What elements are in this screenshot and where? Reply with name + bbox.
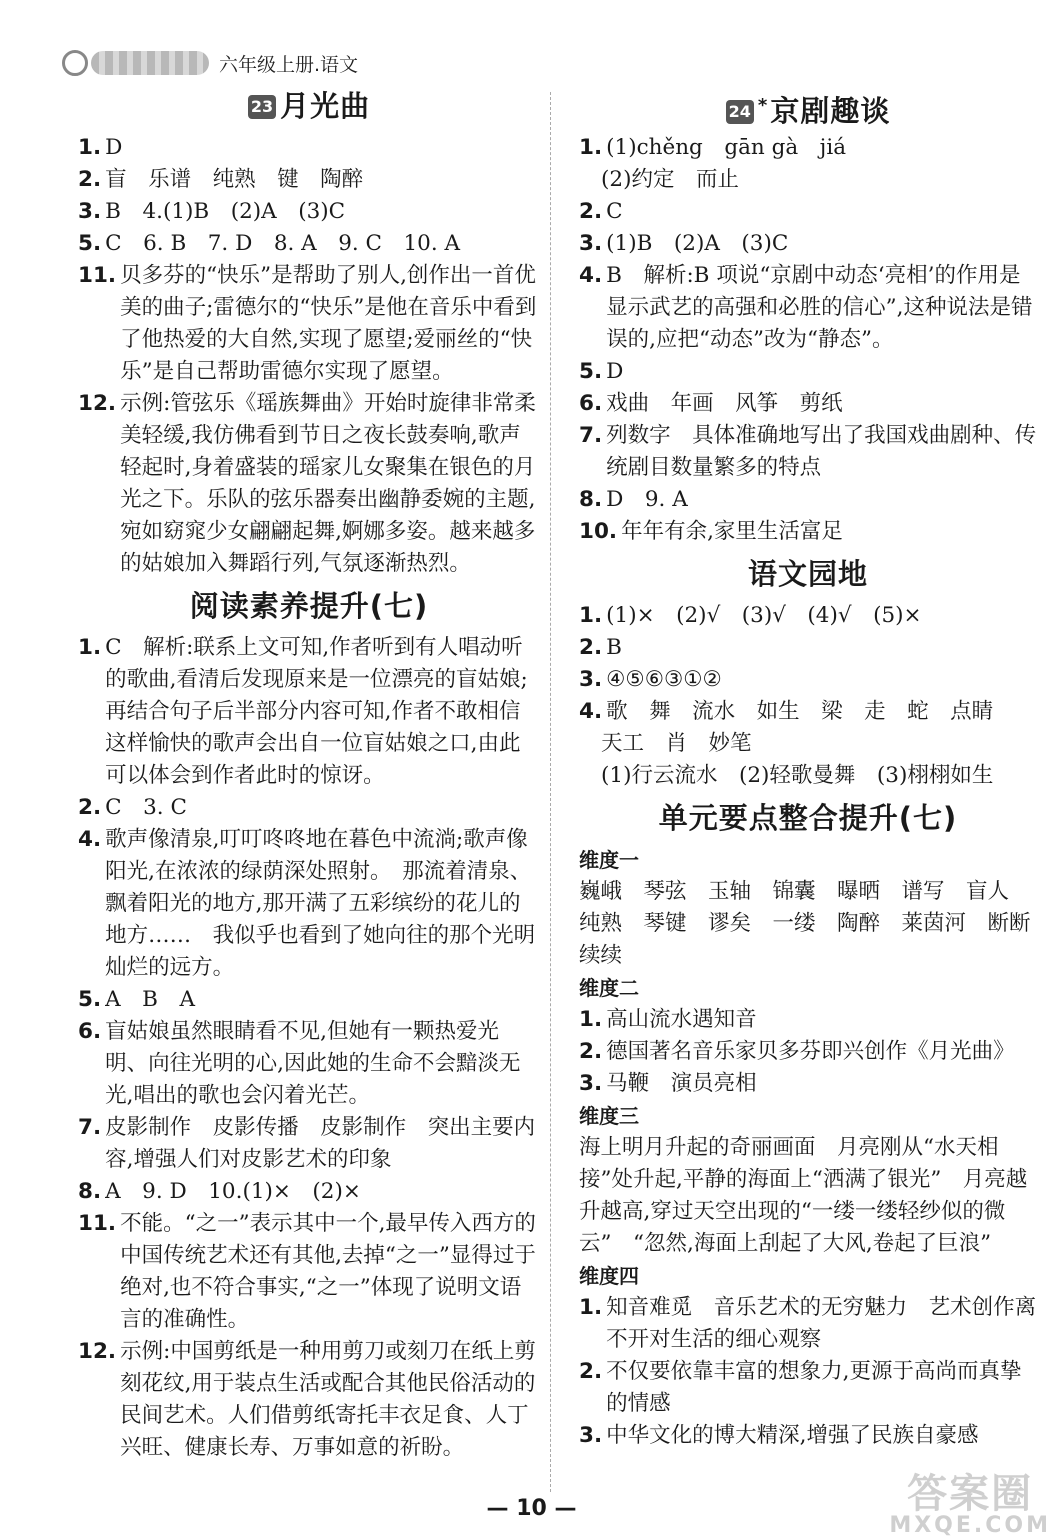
answer-item <box>78 1016 540 1112</box>
answer-item <box>579 228 1037 260</box>
answer-item <box>78 1112 540 1176</box>
answer-text: ④⑤⑥③①② <box>606 667 722 692</box>
answer-number: 3. <box>579 1071 603 1096</box>
section-title-text: 月光曲 <box>280 89 371 123</box>
answer-item <box>579 632 1037 664</box>
answer-text: 戏曲 年画 风筝 剪纸 <box>606 391 843 416</box>
answer-text: B 解析:B 项说“京剧中动态‘亮相’的作用是显示武艺的高强和必胜的信心”,这种说法是错误的,应把“动态”改为“静态”。 <box>606 263 1033 352</box>
answer-text: C 解析:联系上文可知,作者听到有人唱动听的歌曲,看清后发现原来是一位漂亮的盲姑娘;再结合句子后半部分内容可知,作者不敢相信这样愉快的歌声会出自一位盲姑娘之口,由此可以体会到作者此时的惊讶。 <box>105 635 528 788</box>
lesson-number-badge: 24 <box>726 100 754 124</box>
answer-item <box>579 600 1037 632</box>
answer-number: 4. <box>78 827 102 852</box>
answer-number: 12. <box>78 1339 117 1364</box>
logo-graphic <box>91 51 209 75</box>
answer-text: 德国著名音乐家贝多芬即兴创作《月光曲》 <box>606 1039 1015 1064</box>
section-title <box>579 548 1037 600</box>
answer-text: 中华文化的博大精深,增强了民族自豪感 <box>606 1423 979 1448</box>
answer-text: D <box>105 135 123 160</box>
answer-item <box>78 196 540 228</box>
answer-text: 贝多芬的“快乐”是帮助了别人,创作出一首优美的曲子;雷德尔的“快乐”是他在音乐中看到了他热爱的大自然,实现了愿望;爱丽丝的“快乐”是自己帮助雷德尔实现了愿望。 <box>120 263 537 384</box>
answer-item <box>78 792 540 824</box>
watermark-url: MXQE.COM <box>889 1513 1051 1538</box>
watermark <box>889 1462 1051 1538</box>
answer-text: 盲姑娘虽然眼睛看不见,但她有一颗热爱光明、向往光明的心,因此她的生命不会黯淡无光,唱出的歌也会闪着光芒。 <box>105 1019 521 1108</box>
page-header <box>62 46 358 80</box>
answer-item <box>579 1068 1037 1100</box>
answer-item <box>78 984 540 1016</box>
answer-number: 2. <box>579 1359 603 1384</box>
answer-number: 8. <box>579 487 603 512</box>
section-title <box>579 792 1037 844</box>
answer-item <box>78 824 540 984</box>
answer-item <box>78 1208 540 1336</box>
answer-text: 盲 乐谱 纯熟 键 陶醉 <box>105 167 364 192</box>
answer-number: 4. <box>579 263 603 288</box>
answer-item <box>579 760 1037 792</box>
answer-text: 知音难觅 音乐艺术的无穷魅力 艺术创作离不开对生活的细心观察 <box>606 1295 1037 1352</box>
answer-text: (1)B (2)A (3)C <box>606 231 789 256</box>
right-column <box>579 80 1037 1452</box>
answer-text: 示例:管弦乐《瑶族舞曲》开始时旋律非常柔美轻缓,我仿佛看到节日之夜长鼓奏响,歌声轻起时,身着盛装的瑶家儿女聚集在银色的月光之下。乐队的弦乐器奏出幽静委婉的主题,宛如窈窕少女翩翩起舞,婀娜多姿。越来越多的姑娘加入舞蹈行列,气氛逐渐热烈。 <box>120 391 536 576</box>
answer-item <box>579 876 1037 972</box>
answer-number: 7. <box>78 1115 102 1140</box>
answer-item <box>579 132 1037 164</box>
answer-text: 歌 舞 流水 如生 梁 走 蛇 点睛 <box>606 699 994 724</box>
answer-number: 3. <box>78 199 102 224</box>
answer-item <box>579 1004 1037 1036</box>
answer-item <box>579 1132 1037 1260</box>
answer-number: 1. <box>579 1007 603 1032</box>
answer-number: 3. <box>579 1423 603 1448</box>
answer-number: 10. <box>579 519 618 544</box>
logo-circle-icon <box>62 50 88 76</box>
left-column <box>78 80 540 1464</box>
answer-text: 天工 肖 妙笔 <box>601 731 752 756</box>
section-title-text: 阅读素养提升(七) <box>189 589 429 623</box>
answer-text: 歌声像清泉,叮叮咚咚地在暮色中流淌;歌声像阳光,在浓浓的绿荫深处照射。 那流着清泉、飘着阳光的地方,那开满了五彩缤纷的花儿的地方…… 我似乎也看到了她向往的那个光明灿烂的远方。 <box>105 827 536 980</box>
answer-item <box>579 164 1037 196</box>
answer-number: 1. <box>579 603 603 628</box>
answer-number: 3. <box>579 667 603 692</box>
answer-item <box>579 356 1037 388</box>
answer-number: 2. <box>78 167 102 192</box>
answer-number: 2. <box>579 1039 603 1064</box>
dimension-heading: 维度一 <box>579 848 639 872</box>
answer-text: 示例:中国剪纸是一种用剪刀或刻刀在纸上剪刻花纹,用于装点生活或配合其他民俗活动的民间艺术。人们借剪纸寄托丰衣足食、人丁兴旺、健康长寿、万事如意的祈盼。 <box>120 1339 536 1460</box>
answer-text: 年年有余,家里生活富足 <box>621 519 843 544</box>
optional-lesson-star-icon: * <box>757 95 769 116</box>
answer-number: 3. <box>579 231 603 256</box>
dimension-heading: 维度三 <box>579 1104 639 1128</box>
answer-number: 5. <box>78 231 102 256</box>
answer-item <box>78 132 540 164</box>
answer-text: 列数字 具体准确地写出了我国戏曲剧种、传统剧目数量繁多的特点 <box>606 423 1037 480</box>
section-title-text: 语文园地 <box>747 557 868 591</box>
answer-text: 高山流水遇知音 <box>606 1007 757 1032</box>
answer-text: D 9. A <box>606 487 688 512</box>
answer-number: 1. <box>579 135 603 160</box>
answer-text: (1)行云流水 (2)轻歌曼舞 (3)栩栩如生 <box>601 763 994 788</box>
dimension-heading: 维度四 <box>579 1264 639 1288</box>
section-title-text: 京剧趣谈 <box>770 94 891 128</box>
answer-item <box>579 664 1037 696</box>
answer-text: D <box>606 359 624 384</box>
answer-item <box>579 388 1037 420</box>
answer-item <box>579 696 1037 728</box>
answer-item <box>579 420 1037 484</box>
answer-number: 6. <box>78 1019 102 1044</box>
answer-item <box>579 1036 1037 1068</box>
answer-item <box>579 728 1037 760</box>
answer-number: 12. <box>78 391 117 416</box>
answer-text: (1)× (2)√ (3)√ (4)√ (5)× <box>606 603 922 628</box>
answer-text: A 9. D 10.(1)× (2)× <box>105 1179 361 1204</box>
answer-number: 11. <box>78 1211 117 1236</box>
answer-number: 1. <box>579 1295 603 1320</box>
answer-number: 1. <box>78 635 102 660</box>
dimension-heading: 维度二 <box>579 976 639 1000</box>
answer-number: 6. <box>579 391 603 416</box>
answer-text: B <box>606 635 622 660</box>
answer-text: C 3. C <box>105 795 187 820</box>
answer-text: (2)约定 而止 <box>601 167 739 192</box>
answer-item <box>78 228 540 260</box>
answer-text: 海上明月升起的奇丽画面 月亮刚从“水天相接”处升起,平静的海面上“洒满了银光” 月亮越升越高,穿过天空出现的“一缕一缕轻纱似的微云” “忽然,海面上刮起了大风,卷起了巨浪” <box>579 1135 1028 1256</box>
answer-number: 11. <box>78 263 117 288</box>
answer-number: 7. <box>579 423 603 448</box>
answer-text: B 4.(1)B (2)A (3)C <box>105 199 346 224</box>
answer-text: C <box>606 199 623 224</box>
answer-item <box>579 196 1037 228</box>
answer-number: 2. <box>579 635 603 660</box>
answer-text: A B A <box>105 987 195 1012</box>
answer-item <box>579 260 1037 356</box>
answer-text: (1)chěng gān gà jiá <box>606 135 847 160</box>
answer-item <box>78 388 540 580</box>
answer-text: 皮影制作 皮影传播 皮影制作 突出主要内容,增强人们对皮影艺术的印象 <box>105 1115 536 1172</box>
answer-number: 5. <box>579 359 603 384</box>
answer-number: 2. <box>579 199 603 224</box>
page-number: — 10 — <box>486 1496 577 1521</box>
section-title <box>78 80 540 132</box>
answer-item <box>78 260 540 388</box>
answer-item <box>579 1420 1037 1452</box>
section-title <box>78 580 540 632</box>
answer-item <box>579 484 1037 516</box>
book-title: 六年级上册.语文 <box>219 53 359 76</box>
logo <box>62 50 209 76</box>
answer-number: 2. <box>78 795 102 820</box>
answer-text: 不能。“之一”表示其中一个,最早传入西方的中国传统艺术还有其他,去掉“之一”显得过于绝对,也不符合事实,“之一”体现了说明文语言的准确性。 <box>120 1211 536 1332</box>
answer-number: 5. <box>78 987 102 1012</box>
watermark-logo: 答案圈 <box>907 1471 1034 1517</box>
answer-item <box>579 1356 1037 1420</box>
answer-item <box>579 516 1037 548</box>
answer-number: 4. <box>579 699 603 724</box>
answer-item <box>78 164 540 196</box>
answer-text: 不仅要依靠丰富的想象力,更源于高尚而真挚的情感 <box>606 1359 1022 1416</box>
section-title <box>579 80 1037 132</box>
answer-item <box>579 1292 1037 1356</box>
answer-text: C 6. B 7. D 8. A 9. C 10. A <box>105 231 461 256</box>
answer-item <box>78 1336 540 1464</box>
answer-number: 1. <box>78 135 102 160</box>
answer-text: 巍峨 琴弦 玉轴 锦囊 曝晒 谱写 盲人 纯熟 琴键 谬矣 一缕 陶醉 莱茵河 断断续续 <box>579 879 1031 968</box>
section-title-text: 单元要点整合提升(七) <box>658 801 958 835</box>
column-divider <box>550 92 551 1492</box>
lesson-number-badge: 23 <box>248 95 276 119</box>
answer-item <box>78 1176 540 1208</box>
answer-text: 马鞭 演员亮相 <box>606 1071 757 1096</box>
answer-item <box>78 632 540 792</box>
answer-number: 8. <box>78 1179 102 1204</box>
